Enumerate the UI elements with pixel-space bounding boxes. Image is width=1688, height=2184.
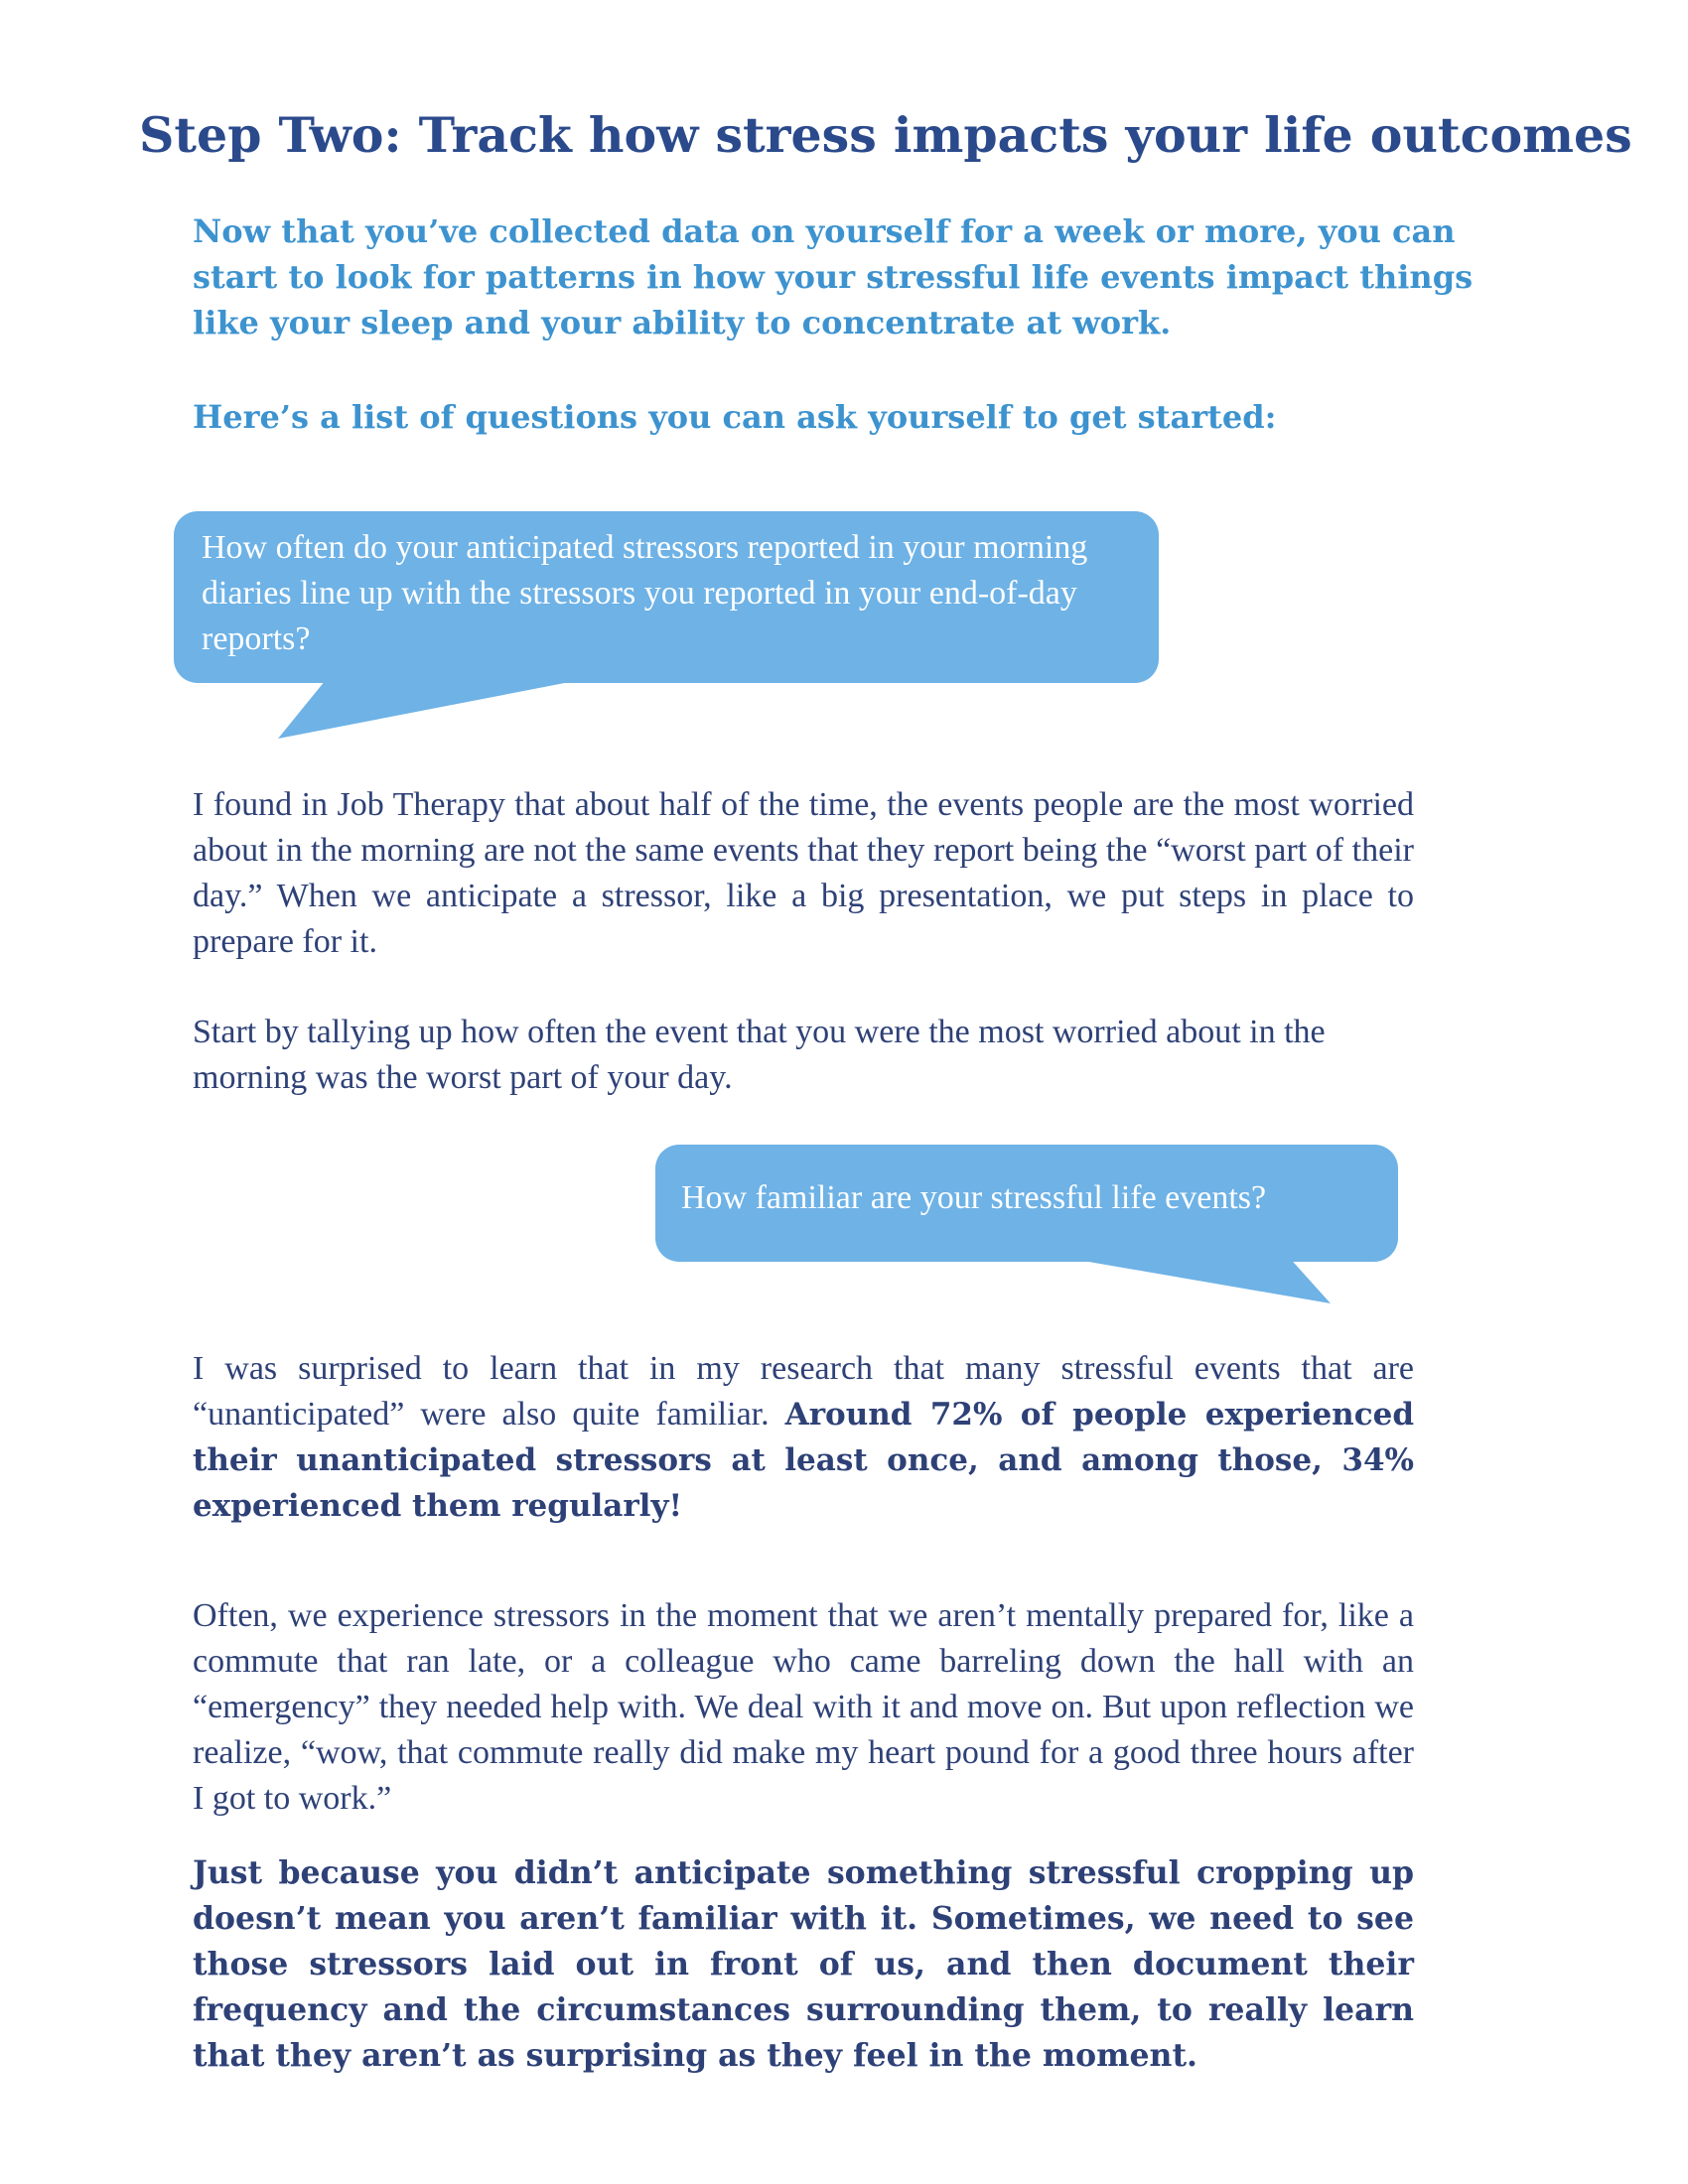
list-intro: Here’s a list of questions you can ask yourself to get started: [193, 398, 1277, 436]
paragraph-familiar-plain: I was surprised to learn that in my research that many stressful events that are “unanticipated” were also quite familiar. [193, 1350, 1414, 1433]
paragraph-unprepared-stressors: Often, we experience stressors in the moment that we aren’t mentally prepared for, like a commute that ran late, or a colleague who came barreling down the hall with an “emergency” they needed help with. We deal with it and move on. But upon reflection we realize, “wow, that commute really did make my heart pound for a good three hours after I got to work.” [193, 1597, 1414, 1817]
intro-paragraph: Now that you’ve collected data on yourself for a week or more, you can start to look for patterns in how your stressful life events impact things like your sleep and your ability to concentrate at work. [193, 212, 1474, 341]
paragraph-tally: Start by tallying up how often the event that you were the most worried about in the morning was the worst part of your day. [193, 1014, 1326, 1096]
speech-bubble-question-2 [655, 1145, 1398, 1262]
paragraph-familiar-highlight: Around 72% of people experienced their unanticipated stressors at least once, and among those, 34% experienced them regularly! [193, 1397, 1415, 1524]
paragraph-conclusion: Just because you didn’t anticipate something stressful cropping up doesn’t mean you aren’t familiar with it. Sometimes, we need to see those stressors laid out in front of us, and then document their frequency and the circumstances surrounding them, to really learn that they aren’t as surprising as they feel in the moment. [193, 1854, 1414, 2074]
question-1-text: How often do your anticipated stressors reported in your morning diaries line up with the stressors you reported in your end-of-day reports? [202, 529, 1088, 657]
paragraph-anticipated-stressors: I found in Job Therapy that about half of the time, the events people are the most worried about in the morning are not the same events that they report being the “worst part of their day.” When we anticipate a stressor, like a big presentation, we put steps in place to prepare for it. [193, 786, 1414, 960]
question-2-text: How familiar are your stressful life events? [681, 1179, 1267, 1216]
speech-bubble-question-1 [174, 511, 1159, 683]
page-title: Step Two: Track how stress impacts your life outcomes [139, 106, 1632, 164]
paragraph-familiar-stressors [193, 1346, 1414, 1529]
speech-bubble-tail-left [278, 675, 606, 739]
